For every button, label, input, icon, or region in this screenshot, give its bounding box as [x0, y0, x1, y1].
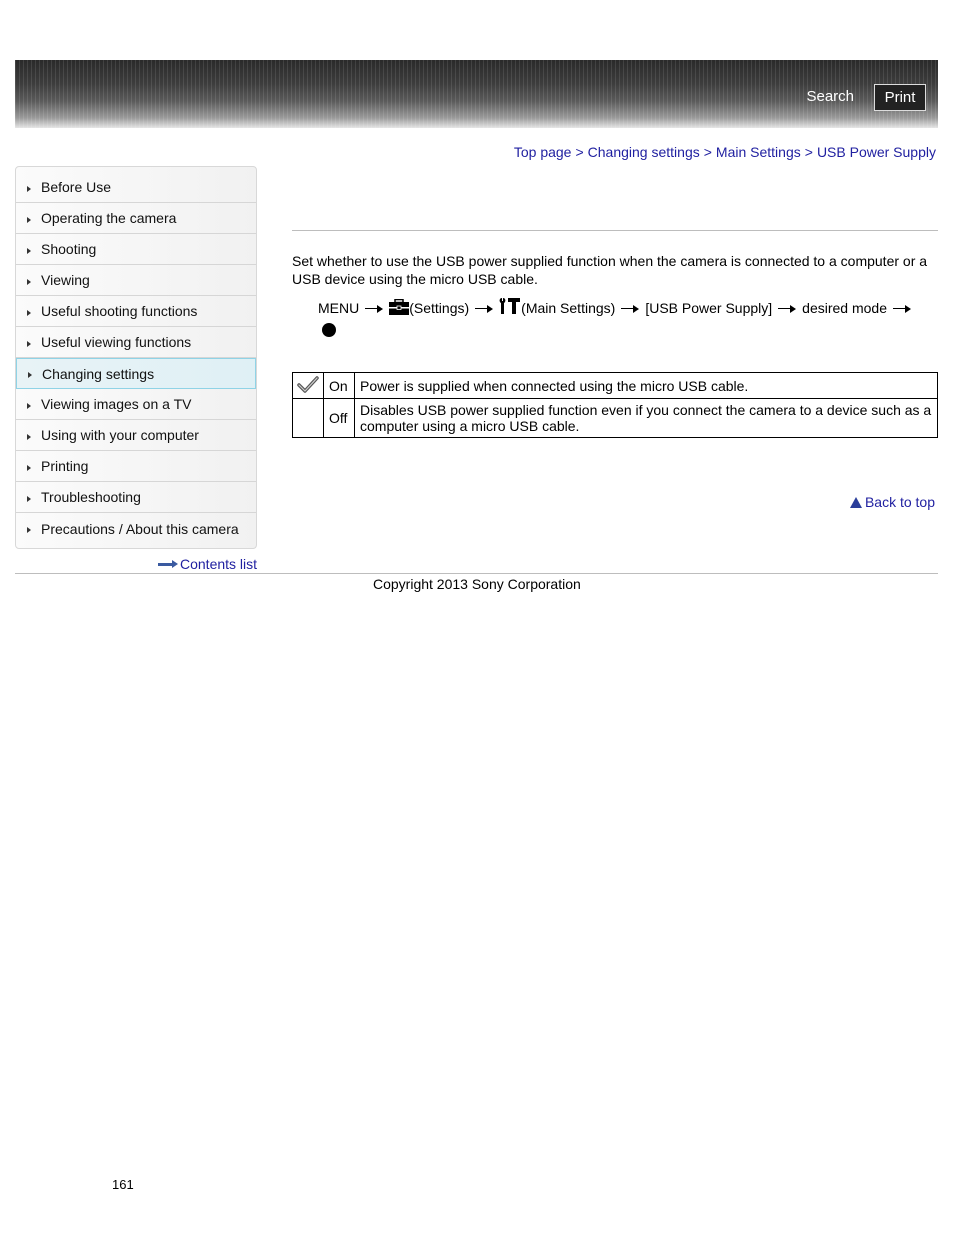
arrow-right-icon	[27, 310, 31, 316]
sidebar-item-before-use[interactable]	[16, 172, 256, 203]
title-divider	[292, 230, 938, 231]
sidebar-item-operating-the-camera[interactable]	[16, 203, 256, 234]
table-row	[293, 399, 938, 438]
arrow-right-icon	[27, 434, 31, 440]
option-description: Disables USB power supplied function even if you connect the camera to a device such as a computer using a micro USB cable.	[355, 399, 938, 438]
breadcrumb-separator: >	[804, 144, 813, 160]
sidebar-item-label: Changing settings	[42, 365, 155, 382]
sidebar-item-changing-settings[interactable]	[16, 358, 256, 389]
option-mode: Off	[324, 399, 355, 438]
arrow-right-icon	[365, 305, 383, 313]
center-button-icon	[322, 323, 336, 337]
settings-label: (Settings)	[409, 300, 470, 316]
arrow-right-icon	[27, 217, 31, 223]
sidebar-item-viewing[interactable]	[16, 265, 256, 296]
breadcrumb-separator: >	[703, 144, 712, 160]
arrow-right-icon	[27, 279, 31, 285]
sidebar-item-shooting[interactable]	[16, 234, 256, 265]
back-to-top-link[interactable]	[850, 494, 935, 510]
default-marker-cell	[293, 399, 324, 438]
sidebar-item-label: Using with your computer	[41, 427, 199, 443]
contents-list-label: Contents list	[180, 556, 258, 572]
arrow-right-icon	[621, 305, 639, 313]
sidebar-item-viewing-images-on-a-tv[interactable]	[16, 389, 256, 420]
search-button[interactable]: Search	[806, 88, 854, 105]
sidebar-item-label: Viewing images on a TV	[41, 396, 192, 412]
page-number: 161	[112, 1177, 134, 1192]
arrow-right-icon	[27, 465, 31, 471]
desired-mode-label: desired mode	[802, 300, 887, 316]
table-row	[293, 373, 938, 399]
sidebar-item-useful-viewing-functions[interactable]	[16, 327, 256, 358]
toolbox-icon	[389, 299, 409, 315]
sidebar-item-label: Useful viewing functions	[41, 334, 192, 350]
sidebar-item-label: Operating the camera	[41, 210, 177, 226]
menu-label: MENU	[318, 300, 360, 316]
sidebar-nav	[15, 166, 257, 549]
arrow-right-icon	[27, 527, 31, 533]
arrow-up-icon	[850, 497, 862, 508]
menu-item-label: [USB Power Supply]	[645, 300, 773, 316]
copyright-text: Copyright 2013 Sony Corporation	[373, 576, 581, 592]
back-to-top-label: Back to top	[864, 494, 935, 510]
arrow-right-icon	[778, 305, 796, 313]
sidebar-item-printing[interactable]	[16, 451, 256, 482]
sidebar-item-label: Troubleshooting	[41, 489, 141, 505]
arrow-right-icon	[27, 248, 31, 254]
sidebar-item-label: Printing	[41, 458, 89, 474]
breadcrumb-usb-power-supply[interactable]: USB Power Supply	[816, 144, 936, 160]
arrow-right-icon	[27, 341, 31, 347]
option-description: Power is supplied when connected using the micro USB cable.	[355, 373, 938, 399]
arrow-right-icon	[27, 496, 31, 502]
checkmark-icon	[297, 375, 319, 393]
arrow-right-icon	[28, 372, 32, 378]
arrow-right-icon	[27, 186, 31, 192]
wrench-icon	[499, 297, 521, 315]
arrow-right-icon	[158, 559, 178, 569]
sidebar-item-label: Useful shooting functions	[41, 303, 198, 319]
breadcrumb-top-page[interactable]: Top page	[513, 144, 572, 160]
sidebar-item-label: Before Use	[41, 179, 112, 195]
breadcrumb-changing-settings[interactable]: Changing settings	[587, 144, 700, 160]
arrow-right-icon	[893, 305, 911, 313]
sidebar-item-label: Precautions / About this camera	[41, 520, 239, 537]
option-mode: On	[324, 373, 355, 399]
breadcrumb-separator: >	[575, 144, 584, 160]
sidebar-item-useful-shooting-functions[interactable]	[16, 296, 256, 327]
sidebar-item-label: Shooting	[41, 241, 97, 257]
breadcrumb	[514, 144, 936, 160]
contents-list-link[interactable]	[158, 556, 257, 572]
sidebar-item-precautions[interactable]	[16, 513, 256, 544]
main-settings-label: (Main Settings)	[521, 300, 616, 316]
arrow-right-icon	[475, 305, 493, 313]
options-table	[292, 372, 938, 438]
sidebar-item-troubleshooting[interactable]	[16, 482, 256, 513]
arrow-right-icon	[27, 403, 31, 409]
menu-path	[318, 296, 928, 320]
sidebar-item-label: Viewing	[41, 272, 90, 288]
header-bar	[15, 60, 938, 128]
description-text: Set whether to use the USB power supplied function when the camera is connected to a computer or a USB device using the micro USB cable.	[292, 253, 928, 287]
default-marker-cell	[293, 373, 324, 399]
print-button[interactable]: Print	[874, 84, 926, 111]
breadcrumb-main-settings[interactable]: Main Settings	[715, 144, 801, 160]
sidebar-item-using-with-your-computer[interactable]	[16, 420, 256, 451]
footer-divider	[15, 573, 938, 574]
